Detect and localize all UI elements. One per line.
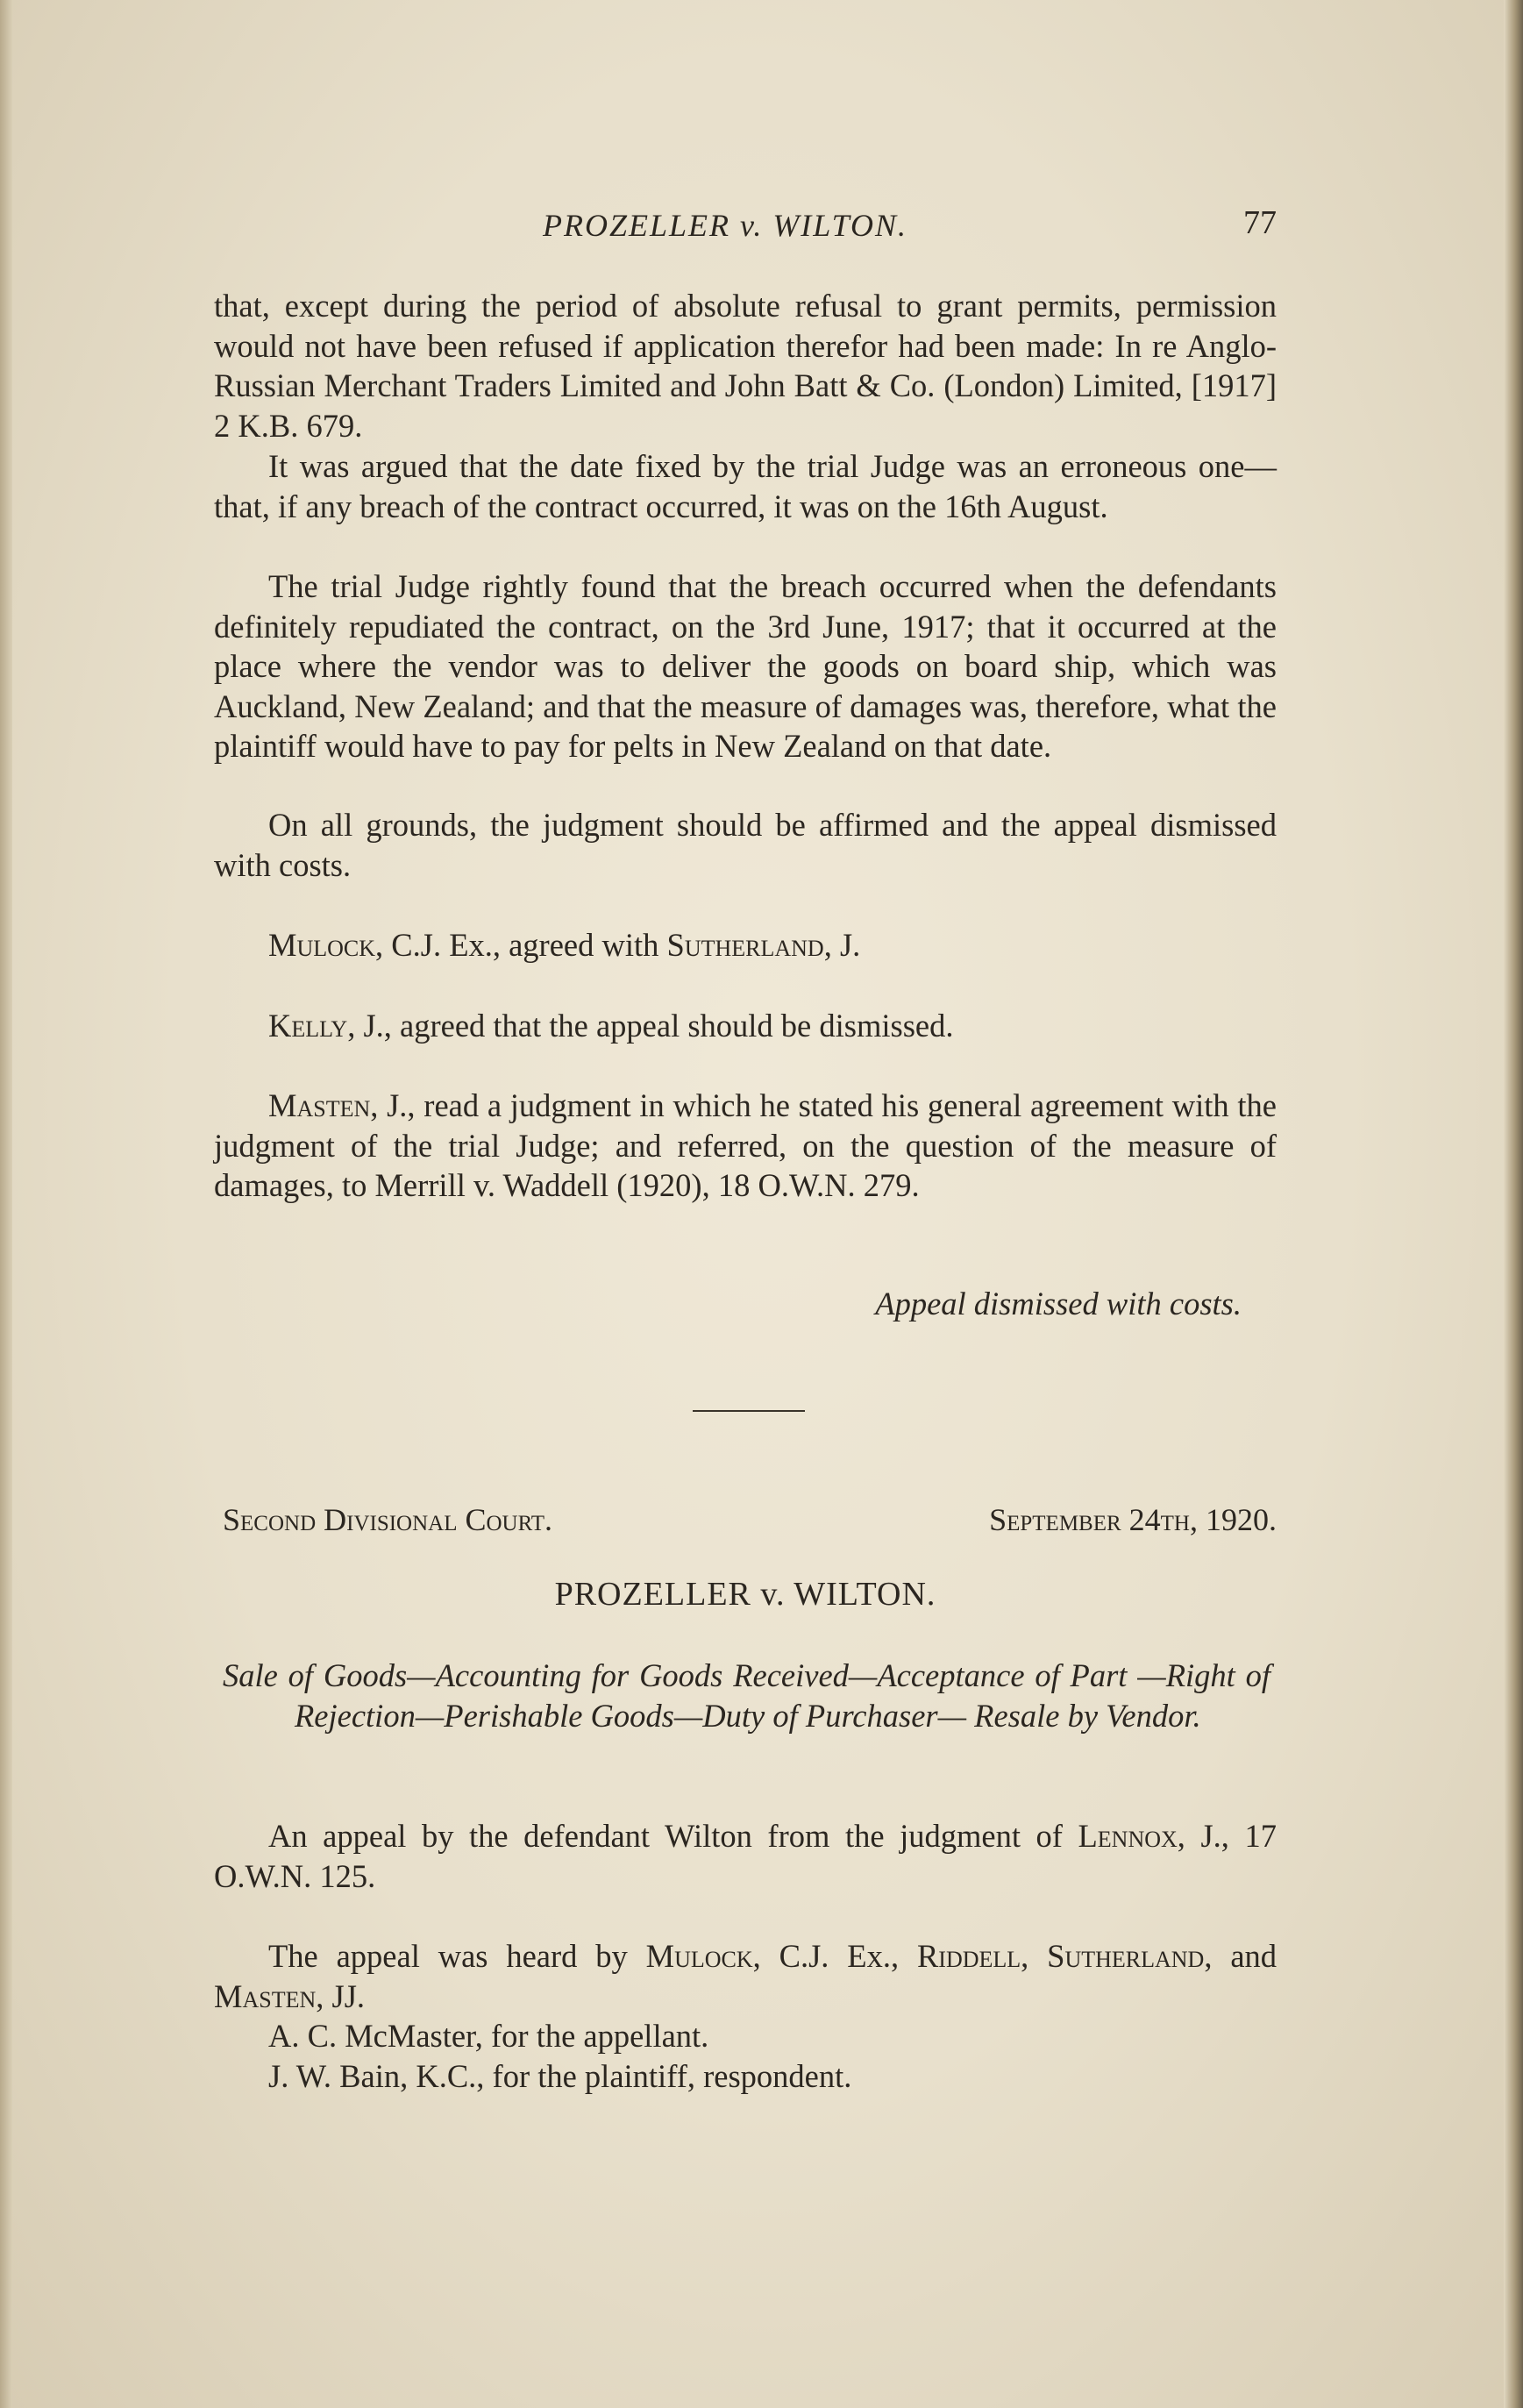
page-number: 77 bbox=[1243, 204, 1277, 241]
counsel-line: A. C. McMaster, for the appellant. bbox=[268, 2018, 709, 2054]
page-gutter-edge bbox=[0, 0, 12, 2408]
running-title: PROZELLER v. WILTON. bbox=[543, 208, 907, 243]
court-date: September 24th, 1920. bbox=[989, 1502, 1277, 1537]
page-outer-edge bbox=[1504, 0, 1523, 2408]
judge-name: Mulock bbox=[268, 927, 376, 963]
case-title: PROZELLER v. WILTON. bbox=[554, 1576, 936, 1613]
mulock-opinion bbox=[214, 925, 1277, 965]
paragraph-text: Mulock, C.J. Ex., agreed with Sutherland, J. bbox=[268, 927, 861, 963]
paragraph-text: Kelly, J., agreed that the appeal should be dismissed. bbox=[268, 1008, 954, 1044]
section-divider bbox=[693, 1410, 805, 1412]
continued-paragraph bbox=[214, 286, 1277, 445]
court-name: Second Divisional Court. bbox=[223, 1502, 553, 1537]
kelly-opinion bbox=[214, 1006, 1277, 1046]
heard-paragraph bbox=[214, 1936, 1277, 2016]
appeal-paragraph bbox=[214, 1816, 1277, 1896]
judge-name: Masten bbox=[268, 1087, 371, 1123]
page-header bbox=[214, 204, 1277, 251]
judge-name: Sutherland bbox=[666, 927, 824, 963]
judge-name: Lennox bbox=[1078, 1818, 1178, 1854]
paragraph-text: On all grounds, the judgment should be affirmed and the appeal dismissed with costs. bbox=[214, 807, 1277, 883]
argument-paragraph bbox=[214, 446, 1277, 526]
paragraph-text: that, except during the period of absolute refusal to grant permits, permission would not have been refused if application therefor had been made: In re Anglo-Russian Merchant Traders Limited and John Batt & Co. (London) Limited, [1917] 2 K.B. 679. bbox=[214, 288, 1277, 444]
paragraph-text: Masten, J., read a judgment in which he stated his general agreement with the judgment of the trial Judge; and referred, on the question of the measure of damages, to Merrill v. Waddell (1920), 18 O.W.N. 279. bbox=[214, 1087, 1277, 1203]
paragraph-text: An appeal by the defendant Wilton from the judgment of Lennox, J., 17 O.W.N. 125. bbox=[214, 1818, 1277, 1894]
headnote: Sale of Goods—Accounting for Goods Received—Acceptance of Part —Right of Rejection—Perishable Goods—Duty of Purchaser— Resale by Vendor. bbox=[223, 1657, 1270, 1734]
masten-opinion bbox=[214, 1086, 1277, 1206]
finding-paragraph bbox=[214, 566, 1277, 766]
counsel-line: J. W. Bain, K.C., for the plaintiff, respondent. bbox=[268, 2057, 852, 2094]
counsel-list bbox=[214, 2016, 1277, 2096]
disposition: Appeal dismissed with costs. bbox=[875, 1286, 1242, 1322]
judge-name: Kelly bbox=[268, 1008, 348, 1044]
paragraph-text: The trial Judge rightly found that the breach occurred when the defendants definitely repudiated the contract, on the 3rd June, 1917; that it occurred at the place where the vendor was to deliver the goods on board ship, which was Auckland, New Zealand; and that the measure of damages was, therefore, what the plaintiff would have to pay for pelts in New Zealand on that date. bbox=[214, 568, 1277, 764]
paragraph-text: It was argued that the date fixed by the trial Judge was an erroneous one—that, if any breach of the contract occurred, it was on the 16th August. bbox=[214, 448, 1277, 524]
paragraph-text: The appeal was heard by Mulock, C.J. Ex., Riddell, Sutherland, and Masten, JJ. bbox=[214, 1938, 1277, 2014]
conclusion-paragraph bbox=[214, 805, 1277, 885]
